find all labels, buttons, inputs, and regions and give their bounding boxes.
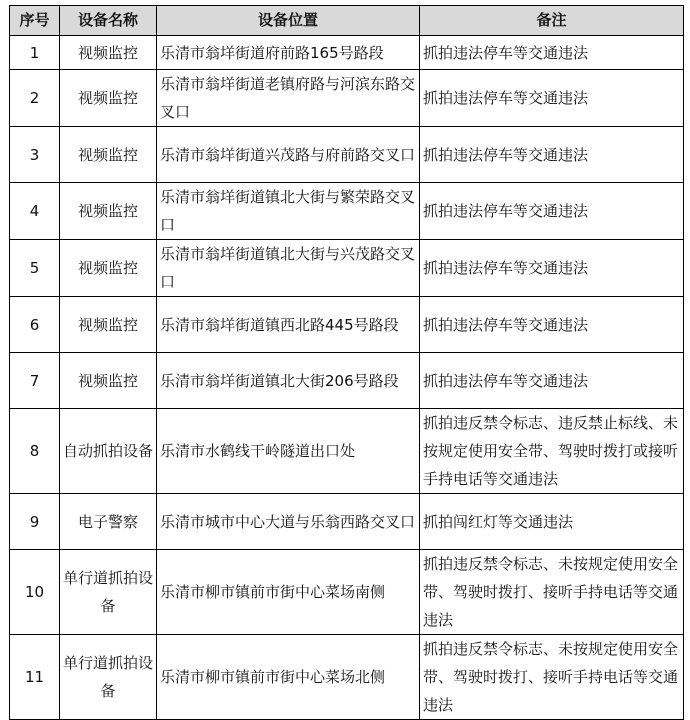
row-device: 单行道抓拍设备 xyxy=(60,635,157,720)
row-device: 视频监控 xyxy=(60,127,157,183)
row-location: 乐清市翁垟街道兴茂路与府前路交叉口 xyxy=(157,127,420,183)
header-no: 序号 xyxy=(10,6,60,36)
row-remark: 抓拍违法停车等交通违法 xyxy=(420,353,684,409)
row-no: 8 xyxy=(10,409,60,494)
table-row xyxy=(10,127,684,183)
row-location: 乐清市翁垟街道镇北大街206号路段 xyxy=(157,353,420,409)
row-remark: 抓拍违法停车等交通违法 xyxy=(420,36,684,70)
row-location: 乐清市翁垟街道老镇府路与河滨东路交叉口 xyxy=(157,70,420,127)
table-row xyxy=(10,353,684,409)
row-remark: 抓拍违反禁令标志、未按规定使用安全带、驾驶时拨打、接听手持电话等交通违法 xyxy=(420,550,684,635)
row-device: 视频监控 xyxy=(60,183,157,240)
row-device: 单行道抓拍设备 xyxy=(60,550,157,635)
header-location: 设备位置 xyxy=(157,6,420,36)
row-device: 视频监控 xyxy=(60,297,157,353)
row-remark: 抓拍违法停车等交通违法 xyxy=(420,70,684,127)
table-row xyxy=(10,550,684,635)
header-remark: 备注 xyxy=(420,6,684,36)
table-row xyxy=(10,494,684,550)
header-device: 设备名称 xyxy=(60,6,157,36)
row-remark: 抓拍违法停车等交通违法 xyxy=(420,183,684,240)
row-remark: 抓拍违反禁令标志、违反禁止标线、未按规定使用安全带、驾驶时拨打或接听手持电话等交通违法 xyxy=(420,409,684,494)
header-row xyxy=(10,6,684,36)
row-device: 视频监控 xyxy=(60,36,157,70)
row-location: 乐清市柳市镇前市街中心菜场北侧 xyxy=(157,635,420,720)
row-device: 视频监控 xyxy=(60,353,157,409)
row-remark: 抓拍违反禁令标志、未按规定使用安全带、驾驶时拨打、接听手持电话等交通违法 xyxy=(420,635,684,720)
row-remark: 抓拍违法停车等交通违法 xyxy=(420,127,684,183)
row-no: 11 xyxy=(10,635,60,720)
row-location: 乐清市水鹤线干岭隧道出口处 xyxy=(157,409,420,494)
table-row xyxy=(10,635,684,720)
row-no: 7 xyxy=(10,353,60,409)
row-no: 10 xyxy=(10,550,60,635)
row-location: 乐清市翁垟街道镇西北路445号路段 xyxy=(157,297,420,353)
row-device: 视频监控 xyxy=(60,240,157,297)
row-no: 6 xyxy=(10,297,60,353)
row-remark: 抓拍违法停车等交通违法 xyxy=(420,297,684,353)
row-location: 乐清市翁垟街道府前路165号路段 xyxy=(157,36,420,70)
table-row xyxy=(10,70,684,127)
row-no: 3 xyxy=(10,127,60,183)
row-remark: 抓拍违法停车等交通违法 xyxy=(420,240,684,297)
table-row xyxy=(10,36,684,70)
row-device: 视频监控 xyxy=(60,70,157,127)
row-device: 自动抓拍设备 xyxy=(60,409,157,494)
row-no: 9 xyxy=(10,494,60,550)
row-location: 乐清市翁垟街道镇北大街与繁荣路交叉口 xyxy=(157,183,420,240)
table-row xyxy=(10,409,684,494)
row-no: 2 xyxy=(10,70,60,127)
row-remark: 抓拍闯红灯等交通违法 xyxy=(420,494,684,550)
table-row xyxy=(10,240,684,297)
row-no: 1 xyxy=(10,36,60,70)
row-device: 电子警察 xyxy=(60,494,157,550)
table-row xyxy=(10,183,684,240)
row-location: 乐清市城市中心大道与乐翁西路交叉口 xyxy=(157,494,420,550)
row-no: 4 xyxy=(10,183,60,240)
row-no: 5 xyxy=(10,240,60,297)
table-row xyxy=(10,297,684,353)
row-location: 乐清市柳市镇前市街中心菜场南侧 xyxy=(157,550,420,635)
camera-location-table xyxy=(9,5,684,720)
row-location: 乐清市翁垟街道镇北大街与兴茂路交叉口 xyxy=(157,240,420,297)
